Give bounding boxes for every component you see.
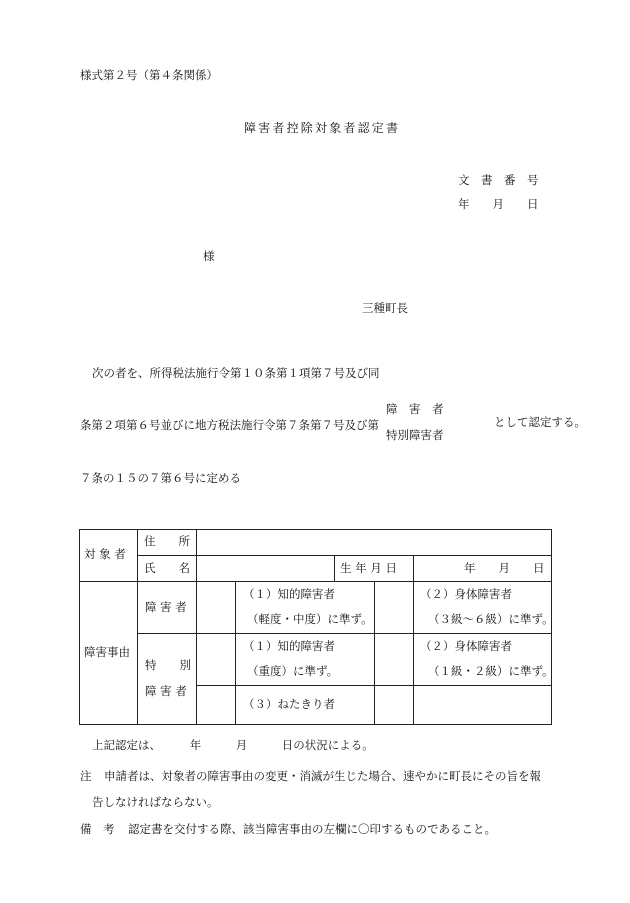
document-title: 障害者控除対象者認定書 [244,121,401,135]
remark-text: 認定書を交付する際、該当障害事由の左欄に〇印するものであること。 [128,822,496,836]
note-line-2: 告しなければならない。 [92,795,219,809]
r1-left-1: （１）知的障害者 [243,587,335,601]
r3-left: （３）ねたきり者 [243,697,335,711]
body-line-2-end: として認定する。 [494,415,586,429]
addressee-suffix: 様 [203,249,215,263]
birth-date-value: 年 月 日 [464,561,545,575]
form-number: 様式第２号（第４条関係） [80,68,218,82]
option-disabled: 障 害 者 [386,402,444,416]
disability-reason-label: 障害事由 [84,645,130,659]
r2-right-1: （２）身体障害者 [420,639,512,653]
r1-right-2: （３級～６級）に準ず。 [428,612,554,626]
note-label: 注 [80,769,92,783]
r2-right-2: （１級・２級）に準ず。 [428,664,554,678]
note-line-1: 申請者は、対象者の障害事由の変更・消滅が生じた場合、速やかに町長にその旨を報 [104,769,541,783]
body-line-2: 条第２項第６号並びに地方税法施行令第７条第７号及び第 [80,418,379,432]
issuer-name: 三種町長 [362,301,408,315]
body-line-1: 次の者を、所得税法施行令第１０条第１項第７号及び同 [92,366,380,380]
basis-date-line: 上記認定は、 年 月 日の状況による。 [92,738,374,752]
r2-left-1: （１）知的障害者 [243,639,335,653]
special-label-1: 特 別 [145,658,191,672]
body-line-3: ７条の１５の７第６号に定める [80,471,241,485]
r2-left-2: （重度）に準ず。 [247,664,339,678]
birth-date-label: 生 年 月 日 [340,561,397,575]
special-label-2: 障 害 者 [145,684,187,698]
r1-right-1: （２）身体障害者 [420,587,512,601]
issue-date-label: 年 月 日 [458,197,539,211]
remark-label: 備 考 [80,822,115,836]
document-number-label: 文 書 番 号 [458,173,539,187]
subject-label: 対 象 者 [84,547,126,561]
option-special-disabled: 特別障害者 [386,428,444,442]
r1-left-2: （軽度・中度）に準ず。 [247,612,373,626]
name-label: 氏 名 [144,561,190,575]
address-label: 住 所 [144,534,190,548]
disabled-person-label: 障 害 者 [145,600,187,614]
